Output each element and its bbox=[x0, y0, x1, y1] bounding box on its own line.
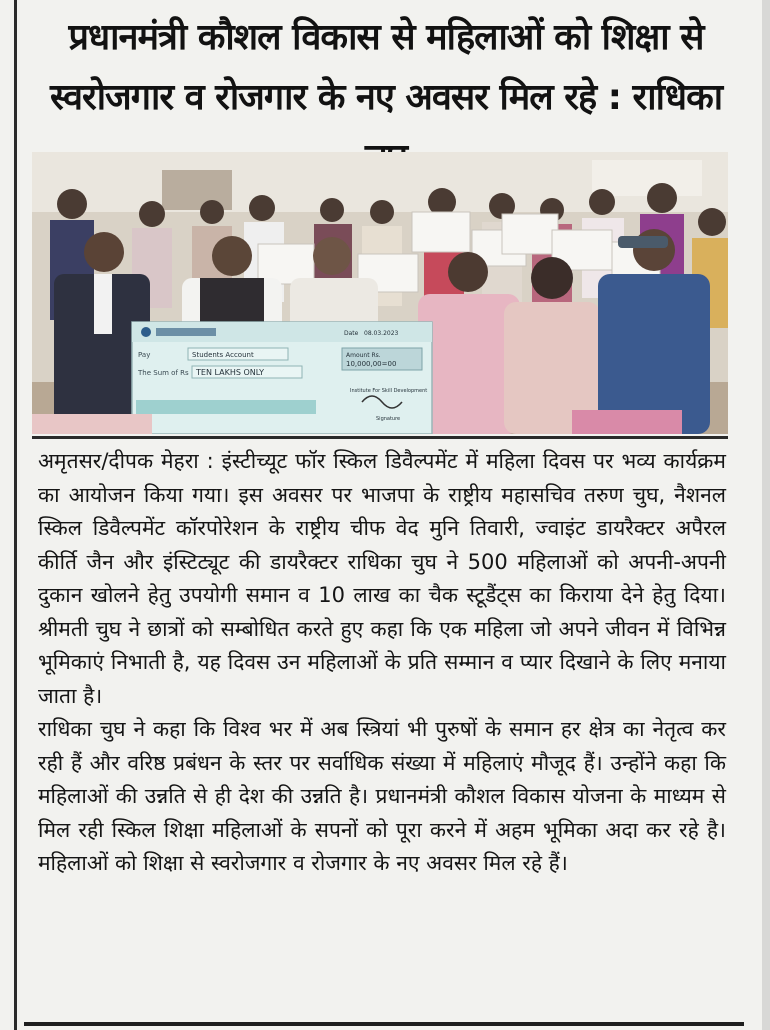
group-photo-illustration bbox=[32, 152, 728, 434]
cheque-amount-label: Amount Rs. bbox=[346, 352, 381, 359]
page-edge bbox=[762, 0, 770, 1030]
article-paragraph-2: राधिका चुघ ने कहा कि विश्व भर में अब स्त्रियां भी पुरुषों के समान हर क्षेत्र का नेतृत्व कर रही हैं और वरिष्ठ प्रबंधन के स्तर पर सर्वाधिक संख्या में महिलाएं मौजूद हैं। उन्होंने कहा कि महिलाओं की उन्नति से ही देश की उन्नति है। प्रधानमंत्री कौशल विकास योजना के माध्यम से मिल रही स्किल शिक्षा महिलाओं के सपनों को पूरा करने में अहम भूमिका अदा कर रहे है। महिलाओं को शिक्षा से स्वरोजगार व रोजगार के नए अवसर मिल रहे हैं। bbox=[38, 717, 726, 875]
cheque-date: 08.03.2023 bbox=[364, 330, 399, 337]
cheque-pay-label: Pay bbox=[138, 351, 151, 359]
headline-line-1: प्रधानमंत्री कौशल विकास से महिलाओं को शिक्षा से bbox=[68, 17, 704, 58]
cheque-memo: Institute For Skill Development bbox=[350, 388, 428, 394]
article-paragraph-1: अमृतसर/दीपक मेहरा : इंस्टीच्यूट फॉर स्किल डिवैल्पमेंट में महिला दिवस पर भव्य कार्यक्रम का आयोजन किया गया। इस अवसर पर भाजपा के राष्ट्रीय महासचिव तरुण चुघ, नैशनल स्किल डिवैल्पमेंट कॉरपोरेशन के राष्ट्रीय चीफ वेद मुनि तिवारी, ज्वाइंट डायरैक्टर अपैरल कीर्ति जैन और इंस्टिट्यूट की डायरैक्टर राधिका चुघ ने 500 महिलाओं को अपनी-अपनी दुकान खोलने हेतु उपयोगी समान व 10 लाख का चैक स्टूडैंट्स का किराया देने हेतु दिया। श्रीमती चुघ ने छात्रों को सम्बोधित करते हुए कहा कि एक महिला जो अपने जीवन में विभिन्न भूमिकाएं निभाती है, यह दिवस उन महिलाओं के प्रति सम्मान व प्यार दिखाने के लिए मनाया जाता है। bbox=[38, 449, 726, 708]
cheque-sum: TEN LAKHS ONLY bbox=[196, 368, 265, 377]
cheque-sum-label: The Sum of Rs bbox=[138, 369, 189, 377]
cheque-amount: 10,000,00=00 bbox=[346, 360, 397, 368]
article-body bbox=[38, 445, 726, 881]
group-photo bbox=[32, 152, 728, 434]
headline-line-2: स्वरोजगार व रोजगार के नए अवसर मिल रहे : राधिका bbox=[49, 77, 723, 118]
bottom-divider bbox=[24, 1022, 744, 1026]
column-divider bbox=[14, 0, 17, 1030]
cheque-signature: Signature bbox=[376, 416, 401, 422]
cheque-date-label: Date bbox=[344, 330, 359, 337]
photo-divider bbox=[32, 436, 728, 439]
cheque-pay-to: Students Account bbox=[192, 351, 254, 359]
